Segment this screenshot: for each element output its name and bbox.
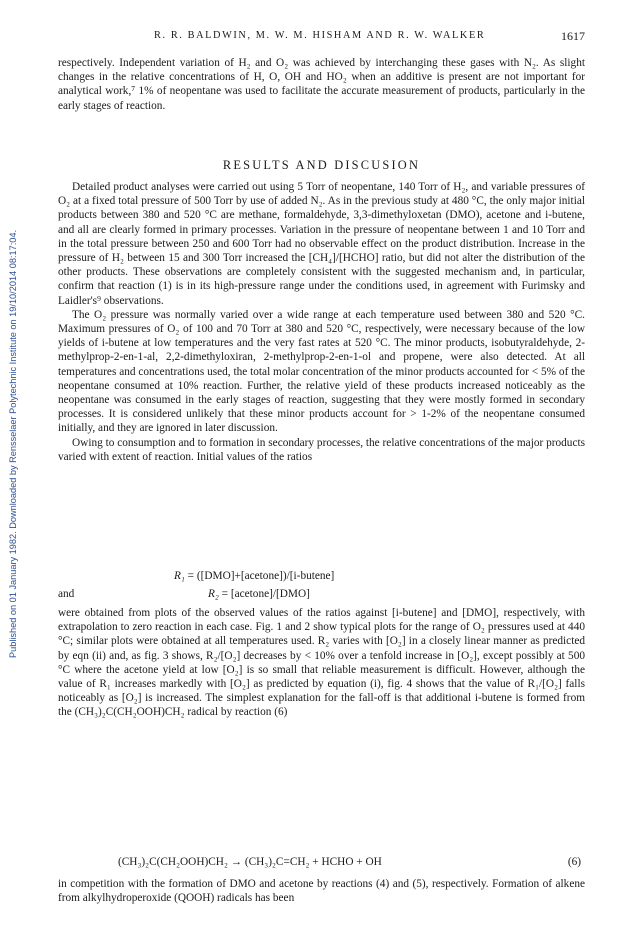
equation-r2-label: and: [58, 588, 75, 600]
equation-r1: [58, 570, 585, 584]
paragraph-1: Detailed product analyses were carried out using 5 Torr of neopentane, 140 Torr of H₂, and variable pressures of O₂ at a fixed total pressure of 500 Torr by use of added N₂. As in the previous study at 480 °C, the only major initial products between 380 and 520 °C are methane, formaldehyde, 3,3-dimethyloxetan (DMO), acetone and i-butene, and all are clearly formed in primary processes. Variation in the pressure of neopentane between 1 and 10 Torr and in the total pressure between 250 and 600 Torr had no observable effect on the product distribution. Increase in the pressure of H₂ between 15 and 300 Torr increased the [CH₄]/[HCHO] ratio, but did not alter the distribution of the other products. These observations are completely consistent with the suggested mechanism and, in particular, confirm that reaction (1) is in its high-pressure range under the conditions used, in agreement with Furimsky and Laidler's⁹ observations.: [58, 181, 585, 307]
final-paragraph-block: [58, 877, 585, 905]
reaction-6-text: (CH₃)₂C(CH₂OOH)CH₂ → (CH₃)₂C=CH₂ + HCHO + OH: [118, 856, 382, 868]
reaction-6-number: (6): [567, 856, 581, 868]
results-body: [58, 180, 585, 464]
paragraph-2: The O₂ pressure was normally varied over a wide range at each temperature used between 380 and 520 °C. Maximum pressures of O₂ of 100 and 70 Torr at 380 and 520 °C, respectively, were necessary because of the low yields of i-butene at low temperatures and the very fast rates at 520 °C. The minor products, isobutyraldehyde, 2-methylprop-2-en-1-al, 2,2-dimethyloxiran, 2-methylprop-2-en-1-ol and propene, were also detected. At all temperatures and concentrations used, the total molar concentration of the minor products accounted for < 5% of the neopentane consumed at 10% reaction. Further, the relative yield of these products increased noticeably as the neopentane was consumed in the early stages of reaction, suggesting that they were mostly formed in secondary processes. It is considered unlikely that these minor products account for > 1-2% of the neopentane consumed initially, and they are ignored in later discussion.: [58, 308, 585, 435]
watermark-text: Published on 01 January 1982. Downloaded by Rensselaer Polytechnic Institute on 19/10/2014 08:17:04.: [8, 229, 18, 658]
equation-r1-rhs: = ([DMO]+[acetone])/[i-butene]: [184, 570, 335, 582]
equation-r2-lhs: R₂: [208, 588, 219, 600]
download-watermark: [8, 98, 20, 658]
section-heading: RESULTS AND DISCUSION: [222, 158, 421, 172]
paragraph-5: in competition with the formation of DMO and acetone by reactions (4) and (5), respectively. Formation of alkene from alkylhydroperoxide (QOOH) radicals has been: [58, 878, 585, 905]
intro-paragraph-block: [58, 56, 585, 113]
equation-r1-lhs: R₁: [174, 570, 185, 582]
paragraph-4: were obtained from plots of the observed values of the ratios against [i-butene] and [DMO], respectively, with extrapolation to zero reaction in each case. Fig. 1 and 2 show typical plots for the range of O₂ pressures used at 440 °C; similar plots were obtained at all temperatures used. R₂ varies with [O₂] in a closely linear manner as predicted by eqn (ii) and, as fig. 3 shows, R₂/[O₂] decreases by < 10% over a tenfold increase in [O₂], except possibly at 500 °C where the acetone yield at low [O₂] is so small that reliable measurement is difficult. However, although the value of R₁ increases markedly with [O₂] as predicted by equation (i), fig. 4 shows that the value of R₁/[O₂] falls noticeably as [O₂] is increased. The simplest explanation for the fall-off is that additional i-butene is formed from the (CH₃)₂C(CH₂OOH)CH₂ radical by reaction (6): [58, 607, 585, 719]
paragraph-3: Owing to consumption and to formation in secondary processes, the relative concentrations of the major products varied with extent of reaction. Initial values of the ratios: [58, 436, 585, 463]
running-header: [58, 30, 585, 46]
discussion-body: [58, 606, 585, 720]
equation-r2-rhs: = [acetone]/[DMO]: [218, 588, 310, 600]
equation-r2: [58, 588, 585, 602]
reaction-6: [58, 856, 585, 870]
intro-paragraph: respectively. Independent variation of H₂ and O₂ was achieved by interchanging these gases with N₂. As slight changes in the relative concentrations of H, O, OH and HO₂ when an additive is present are not important for analytical work,⁷ 1% of neopentane was used to facilitate the accurate measurement of products, particularly in the early stages of reaction.: [58, 57, 585, 112]
header-authors: R. R. BALDWIN, M. W. M. HISHAM AND R. W. WALKER: [154, 30, 486, 41]
page-number: 1617: [561, 29, 585, 43]
